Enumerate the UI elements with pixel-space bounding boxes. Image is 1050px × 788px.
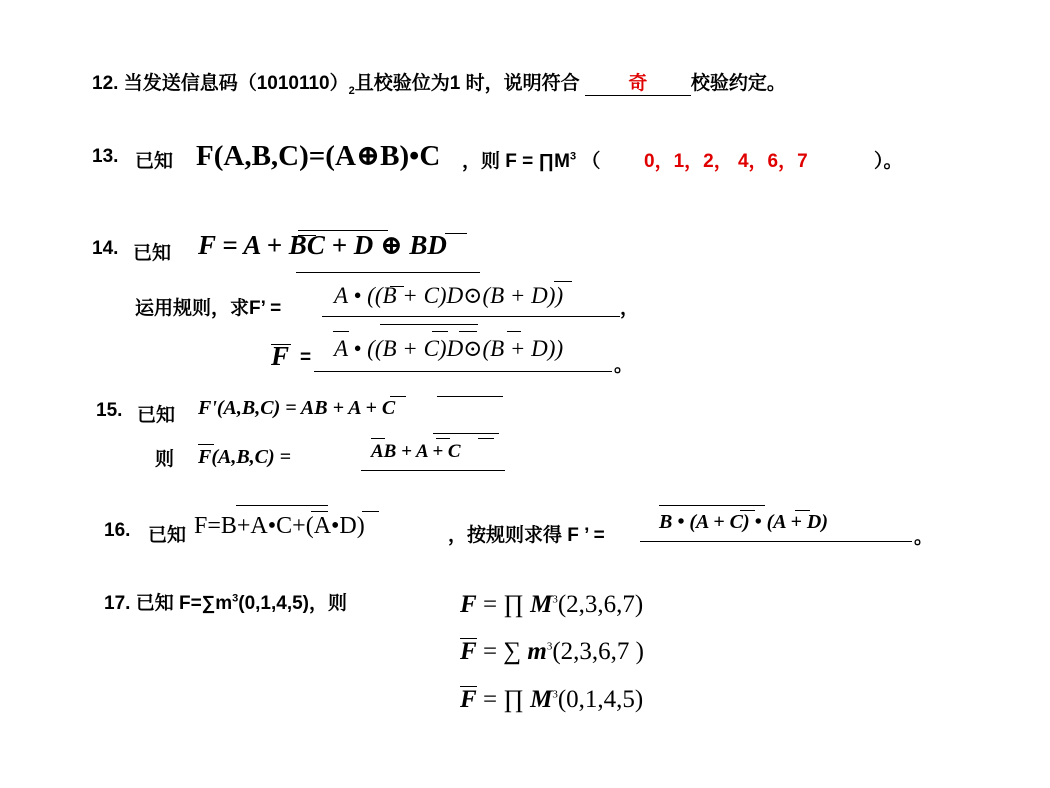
q13-number: 13. <box>92 146 119 167</box>
q14-overbar-b <box>298 235 316 236</box>
q16-bar-long <box>236 505 328 506</box>
q13-sup: 3 <box>570 150 577 163</box>
q17-sup: 3 <box>232 592 239 605</box>
q17-l2-op: = ∑ <box>482 638 522 665</box>
q17-l1-sup: 3 <box>552 593 558 606</box>
q16-formula: F=B+A•C+(A•D) <box>194 513 365 539</box>
q12-answer-blank <box>585 68 691 96</box>
q14-prefix: 已知 <box>133 243 172 264</box>
q14-answer2: A • ((B + C)D⊙(B + D)) <box>334 336 564 361</box>
q12-subscript: 2 <box>348 84 355 97</box>
q16-then: ，按规则求得 F ’ = <box>448 525 605 546</box>
q17-line1 <box>460 591 643 619</box>
q14-a2-bar-a <box>333 331 349 332</box>
q14-f-bar-label: F <box>271 341 290 371</box>
q16-period: 。 <box>914 527 934 548</box>
q14-equals: = <box>300 347 312 368</box>
q14-underbar <box>296 272 480 273</box>
q13-paren-open: （ <box>581 151 601 172</box>
q15-lhs-bar-f <box>198 444 214 445</box>
q17-number: 17. <box>104 593 131 614</box>
q14-answer1: A • ((B + C)D⊙(B + D)) <box>334 283 564 308</box>
q14-answer1-underline <box>322 316 620 317</box>
q15-formula-lhs: F(A,B,C) = <box>198 446 292 468</box>
q15-ans-bar-long <box>433 433 499 434</box>
q14-answer2-underline <box>314 371 612 372</box>
q16-answer: B • (A + C) • (A + D) <box>659 511 829 533</box>
q17-l3-args: (0,1,4,5) <box>557 686 644 713</box>
q12-number: 12. <box>92 73 119 94</box>
q15-number: 15. <box>96 400 123 421</box>
q17-l3-bar <box>460 686 477 687</box>
q15-prefix: 已知 <box>137 405 176 426</box>
q12-answer: 奇 <box>628 73 648 94</box>
q14-period: 。 <box>614 355 634 376</box>
q17-l2-m: m <box>527 638 547 665</box>
q17-line <box>104 588 347 615</box>
q14-a2-bar-b <box>507 331 521 332</box>
q15-given-bar-ac <box>437 396 503 397</box>
q17-l2-bar <box>460 638 477 639</box>
q14-a2-bar-long <box>380 324 478 325</box>
q17-l1-args: (2,3,6,7) <box>557 591 644 618</box>
q14-a2-bar-d <box>459 331 477 332</box>
q17-l1-lhs: F <box>460 591 477 618</box>
q14-rule-text: 运用规则，求F’ = <box>135 298 282 319</box>
q12-line <box>92 68 786 97</box>
q15-ans-bar-a2 <box>436 438 450 439</box>
q16-bar-a <box>362 511 379 512</box>
q14-a1-bar-b <box>390 286 404 287</box>
q17-l3-m: M <box>530 686 553 713</box>
q12-text-after: 校验约定。 <box>690 73 786 94</box>
q12-text-before: 当发送信息码（1010110） <box>123 73 349 94</box>
q13-answer: 0，1，2， 4，6，7 <box>644 151 808 172</box>
q16-answer-underline <box>640 541 912 542</box>
q14-a1-bar-d <box>554 281 572 282</box>
q14-overbar-d <box>445 233 467 234</box>
q16-ans-bar-long <box>659 505 765 506</box>
q13-paren-close: ）。 <box>874 151 903 172</box>
q17-l1-op: = ∏ <box>482 591 524 618</box>
q15-ans-bar-a <box>371 438 385 439</box>
q12-text-mid: 且校验位为1 时，说明符合 <box>354 73 580 94</box>
q16-prefix: 已知 <box>148 525 187 546</box>
q17-l3-lhs: F <box>460 686 477 713</box>
q17-l2-lhs: F <box>460 638 477 665</box>
q17-text-after: (0,1,4,5)，则 <box>238 593 348 614</box>
q14-comma: ， <box>620 298 640 319</box>
q17-l1-m: M <box>530 591 553 618</box>
q16-ans-bar-a <box>795 510 810 511</box>
q14-a2-bar-c <box>432 331 448 332</box>
q17-l2-args: (2,3,6,7 ) <box>552 638 644 665</box>
q13-then-text: ，则 F = ∏M <box>462 151 571 172</box>
q14-number: 14. <box>92 238 119 259</box>
q17-l3-op: = ∏ <box>482 686 524 713</box>
q17-line2 <box>460 638 644 666</box>
q14-formula: F = A + BC + D ⊕ BD <box>198 230 447 260</box>
q16-ans-bar-c <box>740 510 755 511</box>
q15-ans-bar-c <box>478 438 494 439</box>
q13-formula: F(A,B,C)=(A⊕B)•C <box>196 140 441 172</box>
q15-given-bar-b <box>390 396 406 397</box>
q17-l2-sup: 3 <box>546 640 553 653</box>
q16-bar-c <box>311 511 328 512</box>
q15-answer-underline <box>361 470 505 471</box>
q17-l3-sup: 3 <box>552 688 558 701</box>
q15-formula-given: F'(A,B,C) = AB + A + C <box>198 397 396 419</box>
q14-f-overbar <box>271 344 291 345</box>
q16-number: 16. <box>104 520 131 541</box>
q17-text: 已知 F=∑m <box>135 593 233 614</box>
q13-then <box>462 146 600 173</box>
q14-overbar-long <box>298 230 388 231</box>
q15-answer: AB + A + C <box>371 441 461 462</box>
q15-then: 则 <box>155 449 175 470</box>
q17-line3 <box>460 686 643 714</box>
q13-prefix: 已知 <box>135 151 174 172</box>
